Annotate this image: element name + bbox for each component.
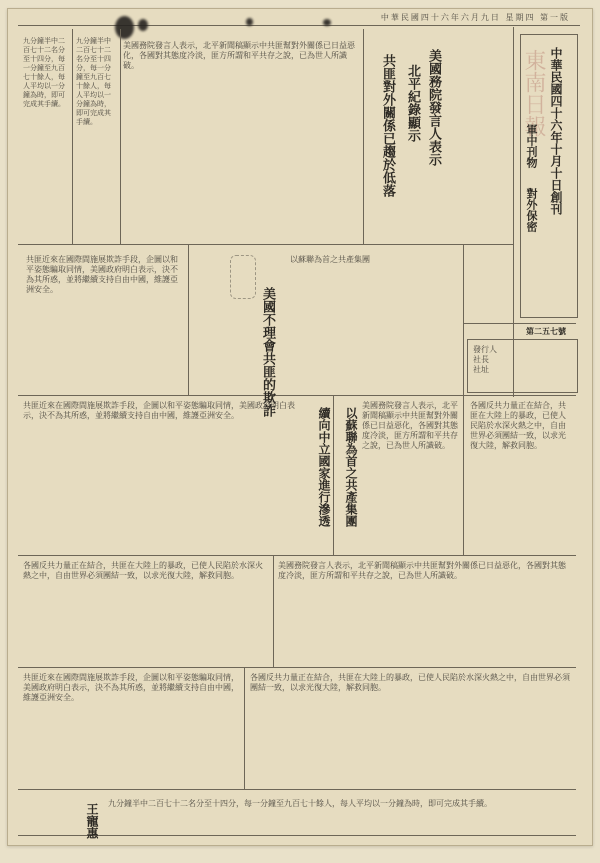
headline-1-main: 美國務院發言人表示 [426, 49, 441, 166]
headline-1-secondary: 北平紀錄顯示 [405, 64, 420, 142]
column-rule [244, 667, 245, 789]
column-rule [72, 29, 73, 244]
lower-story-2: 美國務院發言人表示，北平新聞稿顯示中共匪幫對外關係已日益惡化，各國對其態度冷淡，匪方所謂和平共存之說，已為世人所識破。 [362, 401, 458, 450]
bottom-right-columns: 各國反共力量正在結合，共匪在大陸上的暴政，已使人民陷於水深火熱之中，自由世界必須團結一致，以求光復大陸，解救同胞。 [250, 673, 570, 692]
publication-info [473, 345, 571, 375]
section-divider [18, 789, 576, 790]
column-rule [273, 555, 274, 667]
issue-number: 第二五七號 [526, 326, 566, 336]
bottom-story-right: 美國務院發言人表示，北平新聞稿顯示中共匪幫對外關係已日益惡化，各國對其態度冷淡，匪方所謂和平共存之說，已為世人所識破。 [278, 561, 566, 580]
info-director: 社長 [473, 355, 489, 364]
column-rule [188, 245, 189, 395]
bottom-story-left: 各國反共力量正在結合，共匪在大陸上的暴政，已使人民陷於水深火熱之中，自由世界必須團結一致，以求光復大陸，解救同胞。 [23, 561, 263, 580]
section-divider [18, 555, 576, 556]
section-divider [18, 244, 513, 245]
section-divider [18, 667, 576, 668]
newspaper-page [7, 8, 593, 846]
headline-2-title: 美國不理會共匪的欺詐 [260, 287, 275, 417]
lower-story: 共匪近來在國際間施展欺詐手段，企圖以和平姿態騙取同情，美國政府明白表示，決不為其所惑，並將繼續支持自由中國，維護亞洲安全。 [23, 401, 295, 420]
ink-blot [323, 19, 331, 26]
masthead-subtitle-secret: 對外保密 [525, 188, 538, 232]
info-publisher: 發行人 [473, 345, 497, 354]
bottom-left-columns: 共匪近來在國際間施展欺詐手段，企圖以和平姿態騙取同情，美國政府明白表示，決不為其所惑，並將繼續支持自由中國，維護亞洲安全。 [23, 673, 239, 702]
masthead-subtitle: 軍中刊物 [525, 124, 538, 168]
bottom-rule [18, 835, 576, 836]
info-address: 社址 [473, 365, 489, 374]
headline-2-body: 共匪近來在國際間施展欺詐手段，企圖以和平姿態騙取同情，美國政府明白表示，決不為其所惑，並將繼續支持自由中國，維護亞洲安全。 [26, 255, 178, 294]
column-rule [363, 29, 364, 244]
side-story: 以蘇聯為首之共產集團 [290, 255, 370, 264]
side-headline-a: 以蘇聯為首之共產集團 [344, 407, 358, 527]
masthead-title: 東南日報 [521, 49, 546, 137]
bottom-note: 九分鐘半中二百七十二名分至十四分，每一分鐘至九百七十餘人，每人平均以一分鐘為時，即可完成其手續。 [108, 799, 492, 808]
headline-1-tertiary: 共匪對外關係已趨於低落 [380, 54, 395, 197]
founded-date: 中華民國四十六年十月十日創刊 [549, 47, 563, 215]
column-rule [463, 245, 464, 555]
side-headline-b: 續向中立國家進行滲透 [317, 407, 331, 527]
headline-1-body: 美國務院發言人表示，北平新聞稿顯示中共匪幫對外關係已日益惡化，各國對其態度冷淡，匪方所謂和平共存之說，已為世人所識破。 [123, 41, 355, 70]
editorial: 各國反共力量正在結合，共匪在大陸上的暴政，已使人民陷於水深火熱之中，自由世界必須團結一致，以求光復大陸，解救同胞。 [470, 401, 566, 450]
ink-blot [115, 16, 134, 39]
byline-name: 王寵惠 [85, 803, 99, 839]
left-column-news: 九分鐘半中二百七十二名分至十四分，每一分鐘至九百七十餘人，每人平均以一分鐘為時，即可完成其手續。 [23, 37, 65, 108]
section-divider [18, 395, 576, 396]
column-rule [333, 395, 334, 555]
top-rule [18, 25, 580, 26]
illustration-icon [230, 255, 256, 299]
column-rule [120, 29, 121, 244]
left-column-news-2: 九分鐘半中二百七十二名分至十四分，每一分鐘至九百七十餘人，每人平均以一分鐘為時，即可完成其手續。 [76, 37, 111, 126]
ink-blot [138, 19, 148, 31]
ink-blot [246, 18, 253, 26]
column-rule [513, 27, 514, 397]
masthead-rule [463, 323, 576, 324]
dateline: 中華民國四十六年六月九日 星期四 第一版 [380, 13, 570, 22]
